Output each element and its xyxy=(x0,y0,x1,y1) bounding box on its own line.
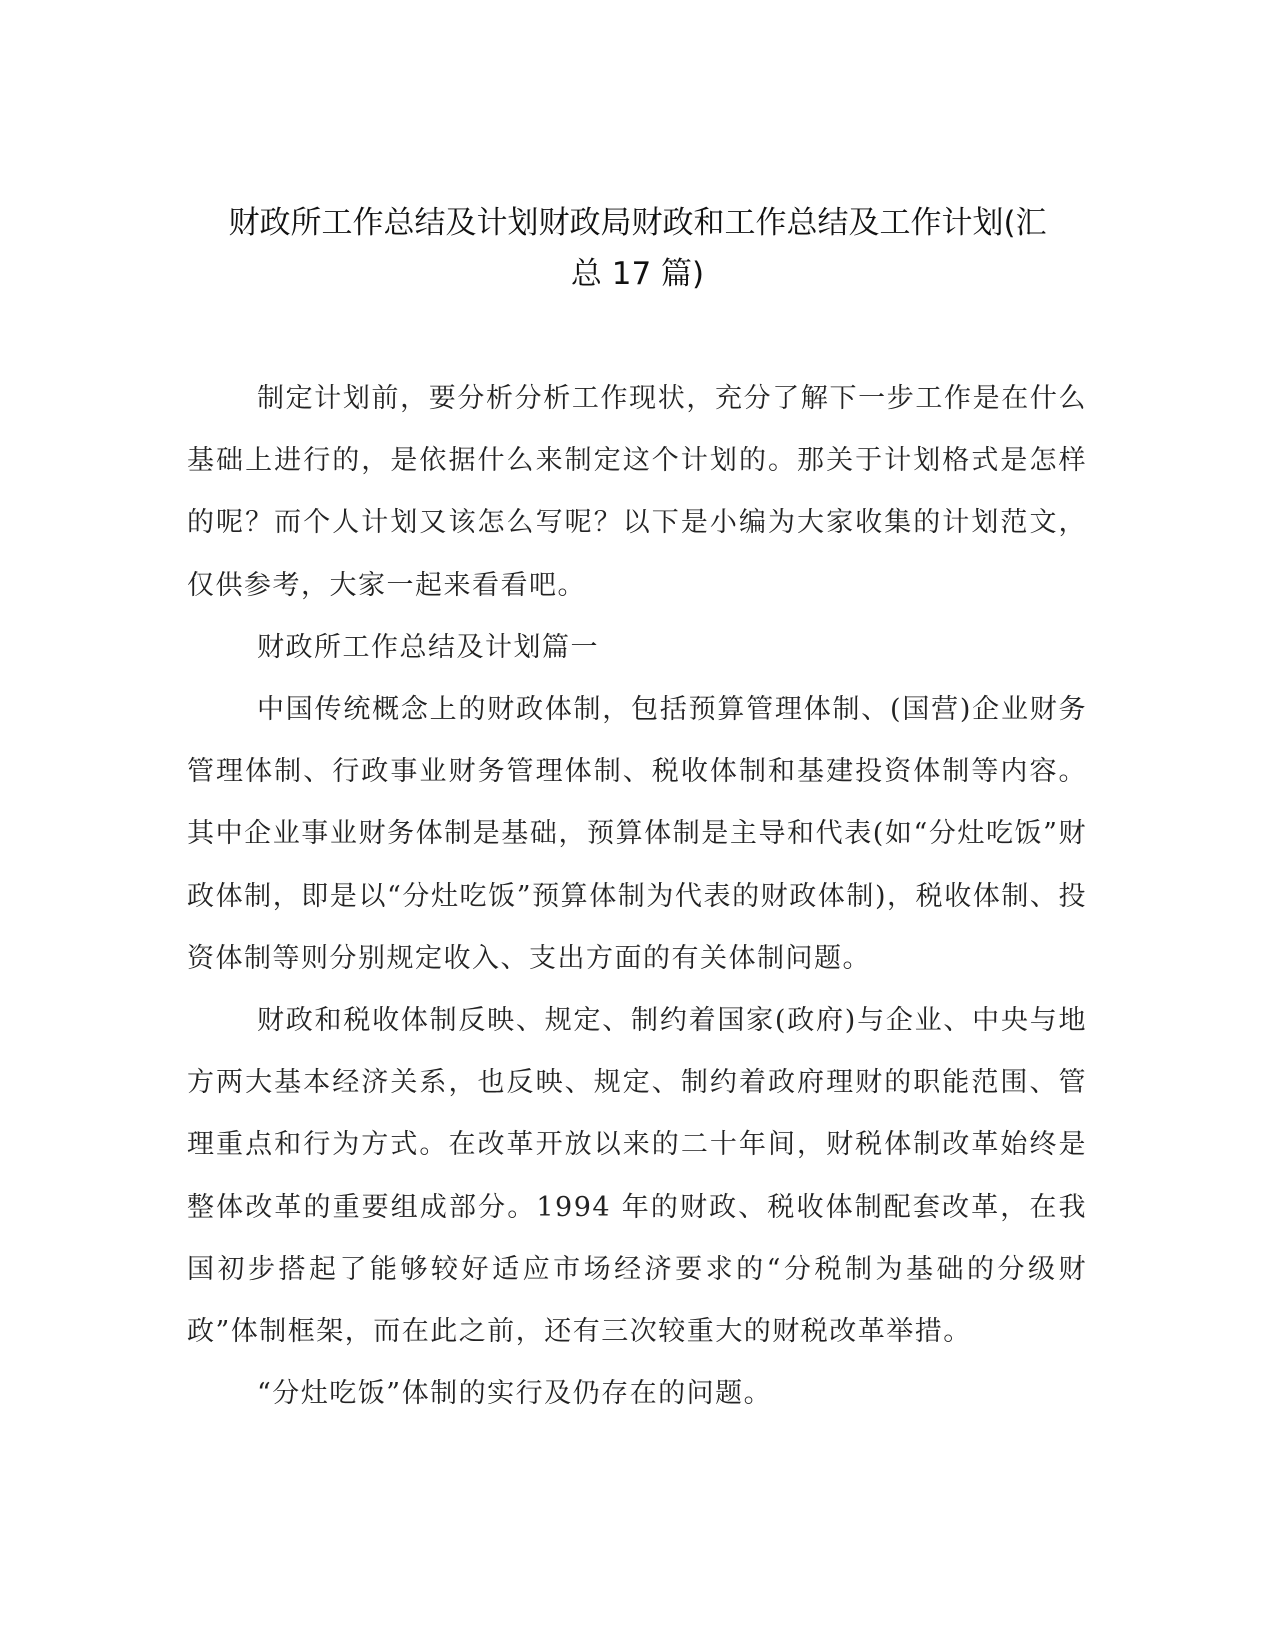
body-paragraph: “分灶吃饭”体制的实行及仍存在的问题。 xyxy=(257,1378,773,1410)
document-title xyxy=(185,198,1090,300)
document-body xyxy=(187,368,1087,1425)
title-line-2: 总 17 篇) xyxy=(570,256,705,292)
section-heading: 财政所工作总结及计划篇一 xyxy=(257,631,599,663)
intro-paragraph: 制定计划前，要分析分析工作现状，充分了解下一步工作是在什么基础上进行的，是依据什么来制定这个计划的。那关于计划格式是怎样的呢？而个人计划又该怎么写呢？以下是小编为大家收集的计划范文，仅供参考，大家一起来看看吧。 xyxy=(187,383,1087,601)
body-paragraph: 财政和税收体制反映、规定、制约着国家(政府)与企业、中央与地方两大基本经济关系，也反映、规定、制约着政府理财的职能范围、管理重点和行为方式。在改革开放以来的二十年间，财税体制改革始终是整体改革的重要组成部分。1994 年的财政、税收体制配套改革，在我国初步搭起了能够较好适应市场经济要求的“分税制为基础的分级财政”体制框架，而在此之前，还有三次较重大的财税改革举措。 xyxy=(187,1005,1087,1348)
body-paragraph: 中国传统概念上的财政体制，包括预算管理体制、(国营)企业财务管理体制、行政事业财务管理体制、税收体制和基建投资体制等内容。其中企业事业财务体制是基础，预算体制是主导和代表(如“分灶吃饭”财政体制，即是以“分灶吃饭”预算体制为代表的财政体制)，税收体制、投资体制等则分别规定收入、支出方面的有关体制问题。 xyxy=(187,694,1087,974)
title-line-1: 财政所工作总结及计划财政局财政和工作总结及工作计划(汇 xyxy=(228,205,1047,241)
